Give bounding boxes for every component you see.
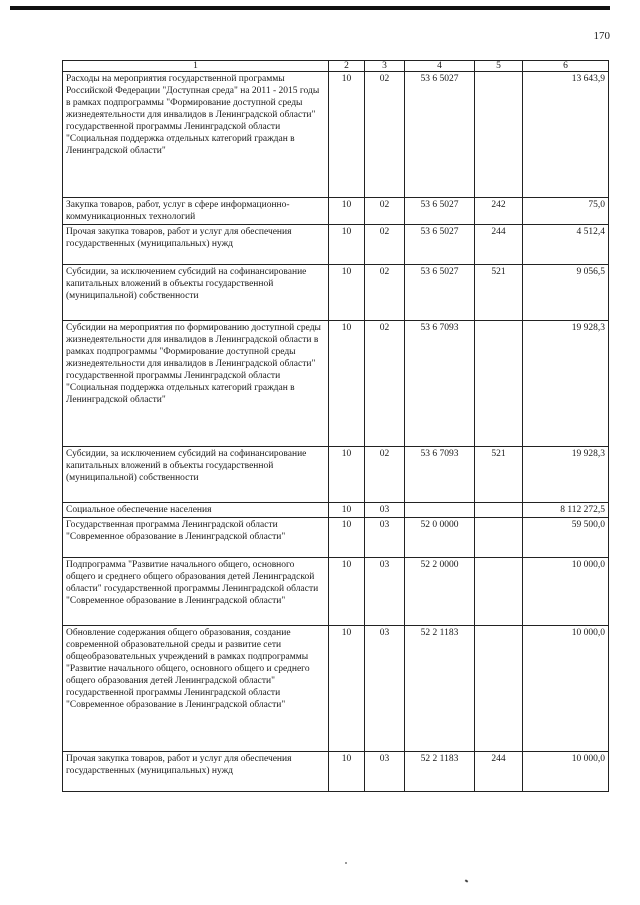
row-section: 10 bbox=[329, 72, 365, 198]
header-col-5: 5 bbox=[475, 61, 523, 72]
row-amount: 10 000,0 bbox=[523, 752, 609, 792]
row-section: 10 bbox=[329, 447, 365, 503]
header-col-2: 2 bbox=[329, 61, 365, 72]
row-section: 10 bbox=[329, 626, 365, 752]
table-row bbox=[63, 518, 609, 558]
row-subsection: 02 bbox=[365, 265, 405, 321]
header-col-4: 4 bbox=[405, 61, 475, 72]
row-section: 10 bbox=[329, 265, 365, 321]
row-subsection: 02 bbox=[365, 447, 405, 503]
row-target-code: 52 0 0000 bbox=[405, 518, 475, 558]
row-subsection: 02 bbox=[365, 72, 405, 198]
row-name: Социальное обеспечение населения bbox=[63, 503, 329, 518]
row-amount: 75,0 bbox=[523, 198, 609, 225]
table-row bbox=[63, 503, 609, 518]
table-row bbox=[63, 558, 609, 626]
table-row bbox=[63, 626, 609, 752]
row-amount: 19 928,3 bbox=[523, 447, 609, 503]
budget-table bbox=[62, 60, 609, 792]
row-section: 10 bbox=[329, 503, 365, 518]
row-expense-type bbox=[475, 503, 523, 518]
table-row bbox=[63, 447, 609, 503]
row-amount: 59 500,0 bbox=[523, 518, 609, 558]
table-row bbox=[63, 752, 609, 792]
row-name: Прочая закупка товаров, работ и услуг для обеспечения государственных (муниципальных) нужд bbox=[63, 752, 329, 792]
row-name: Прочая закупка товаров, работ и услуг для обеспечения государственных (муниципальных) нужд bbox=[63, 225, 329, 265]
row-target-code: 53 6 7093 bbox=[405, 447, 475, 503]
header-col-1: 1 bbox=[63, 61, 329, 72]
page-number: 170 bbox=[593, 30, 610, 42]
row-name: Подпрограмма "Развитие начального общего, основного общего и среднего общего образования детей Ленинградской области" государственной программы Ленинградской области "Современное образование в Ленинградской области" bbox=[63, 558, 329, 626]
row-subsection: 03 bbox=[365, 752, 405, 792]
row-name: Субсидии, за исключением субсидий на софинансирование капитальных вложений в объекты государственной (муниципальной) собственности bbox=[63, 265, 329, 321]
row-expense-type: 244 bbox=[475, 752, 523, 792]
table-row bbox=[63, 321, 609, 447]
table-row bbox=[63, 72, 609, 198]
row-expense-type: 521 bbox=[475, 447, 523, 503]
row-subsection: 03 bbox=[365, 503, 405, 518]
row-target-code: 53 6 5027 bbox=[405, 265, 475, 321]
row-section: 10 bbox=[329, 518, 365, 558]
row-target-code bbox=[405, 503, 475, 518]
row-target-code: 52 2 1183 bbox=[405, 752, 475, 792]
row-expense-type bbox=[475, 626, 523, 752]
header-row bbox=[63, 61, 609, 72]
row-target-code: 52 2 1183 bbox=[405, 626, 475, 752]
row-expense-type bbox=[475, 558, 523, 626]
row-amount: 8 112 272,5 bbox=[523, 503, 609, 518]
row-expense-type bbox=[475, 321, 523, 447]
row-amount: 9 056,5 bbox=[523, 265, 609, 321]
row-section: 10 bbox=[329, 198, 365, 225]
row-name: Субсидии на мероприятия по формированию доступной среды жизнедеятельности для инвалидов в Ленинградской области в рамках подпрограммы "Формирование доступной среды жизнедеятельности для инвалидов в Ленинградской области" государственной программы Ленинградской области "Социальная поддержка отдельных категорий граждан в Ленинградской области" bbox=[63, 321, 329, 447]
row-name: Расходы на мероприятия государственной программы Российской Федерации "Доступная среда" на 2011 - 2015 годы в рамках подпрограммы "Формирование доступной среды жизнедеятельности для инвалидов в Ленинградской области" государственной программы Ленинградской области "Социальная поддержка отдельных категорий граждан в Ленинградской области" bbox=[63, 72, 329, 198]
scan-speck bbox=[345, 862, 347, 864]
row-name: Обновление содержания общего образования, создание современной образовательной среды и развитие сети общеобразовательных учреждений в рамках подпрограммы "Развитие начального общего, основного общего и среднего общего образования детей Ленинградской области" государственной программы Ленинградской области "Современное образование в Ленинградской области" bbox=[63, 626, 329, 752]
row-expense-type: 244 bbox=[475, 225, 523, 265]
row-amount: 19 928,3 bbox=[523, 321, 609, 447]
table-row bbox=[63, 265, 609, 321]
row-target-code: 53 6 5027 bbox=[405, 72, 475, 198]
row-section: 10 bbox=[329, 752, 365, 792]
row-subsection: 02 bbox=[365, 225, 405, 265]
row-name: Государственная программа Ленинградской области "Современное образование в Ленинградской области" bbox=[63, 518, 329, 558]
row-section: 10 bbox=[329, 321, 365, 447]
header-col-6: 6 bbox=[523, 61, 609, 72]
row-section: 10 bbox=[329, 558, 365, 626]
row-amount: 13 643,9 bbox=[523, 72, 609, 198]
row-amount: 4 512,4 bbox=[523, 225, 609, 265]
top-border-rule bbox=[10, 6, 610, 10]
row-target-code: 53 6 5027 bbox=[405, 225, 475, 265]
table-row bbox=[63, 225, 609, 265]
scan-speck bbox=[465, 879, 469, 882]
row-name: Закупка товаров, работ, услуг в сфере информационно-коммуникационных технологий bbox=[63, 198, 329, 225]
row-expense-type bbox=[475, 518, 523, 558]
row-subsection: 02 bbox=[365, 321, 405, 447]
row-target-code: 52 2 0000 bbox=[405, 558, 475, 626]
row-name: Субсидии, за исключением субсидий на софинансирование капитальных вложений в объекты государственной (муниципальной) собственности bbox=[63, 447, 329, 503]
table-row bbox=[63, 198, 609, 225]
row-expense-type bbox=[475, 72, 523, 198]
row-subsection: 03 bbox=[365, 626, 405, 752]
row-subsection: 03 bbox=[365, 558, 405, 626]
row-amount: 10 000,0 bbox=[523, 558, 609, 626]
row-section: 10 bbox=[329, 225, 365, 265]
header-col-3: 3 bbox=[365, 61, 405, 72]
row-target-code: 53 6 7093 bbox=[405, 321, 475, 447]
row-amount: 10 000,0 bbox=[523, 626, 609, 752]
row-expense-type: 521 bbox=[475, 265, 523, 321]
row-subsection: 02 bbox=[365, 198, 405, 225]
row-target-code: 53 6 5027 bbox=[405, 198, 475, 225]
row-subsection: 03 bbox=[365, 518, 405, 558]
row-expense-type: 242 bbox=[475, 198, 523, 225]
